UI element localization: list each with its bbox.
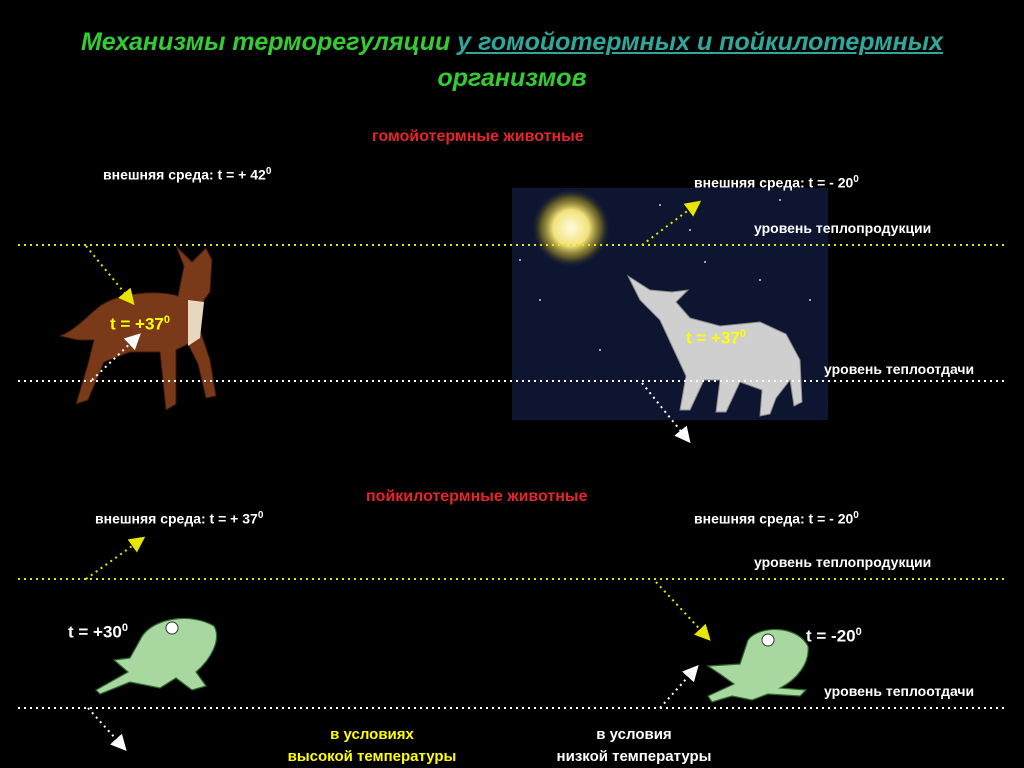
arrow-frog-left-loss xyxy=(88,708,124,748)
title-part2: у гомойотермных и пойкилотермных xyxy=(457,28,944,56)
frog-left-temperature: $t = +30^0$ xyxy=(68,622,128,642)
arrow-frog-right-loss xyxy=(660,668,696,708)
homeo-heading: гомойотермные животные xyxy=(372,128,584,145)
poikilo-heading: пойкилотермные животные xyxy=(366,488,588,505)
poikilo-right-env: внешняя среда: t = - $20^0$ xyxy=(694,510,859,527)
arrow-frog-right-heat-in xyxy=(656,582,708,638)
title-part1: Механизмы терморегуляции xyxy=(80,28,458,56)
homeo-level-loss: уровень теплоотдачи xyxy=(824,361,975,377)
homeo-right-env: внешняя среда: t = - $20^0$ xyxy=(694,174,859,191)
dog-temperature: $t = +37^0$ xyxy=(110,314,170,334)
homeo-left-env: внешняя среда: t = + $42^0$ xyxy=(103,166,272,183)
condition-high-temperature: в условиях высокой температуры xyxy=(287,726,457,765)
moon xyxy=(531,188,611,268)
poikilo-level-loss: уровень теплоотдачи xyxy=(824,683,975,699)
poikilo-level-production: уровень теплопродукции xyxy=(754,554,932,570)
homeo-level-production: уровень теплопродукции xyxy=(754,220,932,236)
frog-right-picture xyxy=(708,629,808,702)
arrow-frog-left-heat-out xyxy=(86,539,142,579)
frog-right-temperature: $t = -20^0$ xyxy=(806,626,862,646)
condition-low-temperature: в условия низкой температуры xyxy=(556,726,712,765)
poikilo-left-env: внешняя среда: t = + $37^0$ xyxy=(95,510,264,527)
slide-title-line2: организмов xyxy=(437,64,587,92)
arrow-dog-heat-in xyxy=(86,246,132,302)
wolf-temperature: $t = +37^0$ xyxy=(686,328,746,348)
